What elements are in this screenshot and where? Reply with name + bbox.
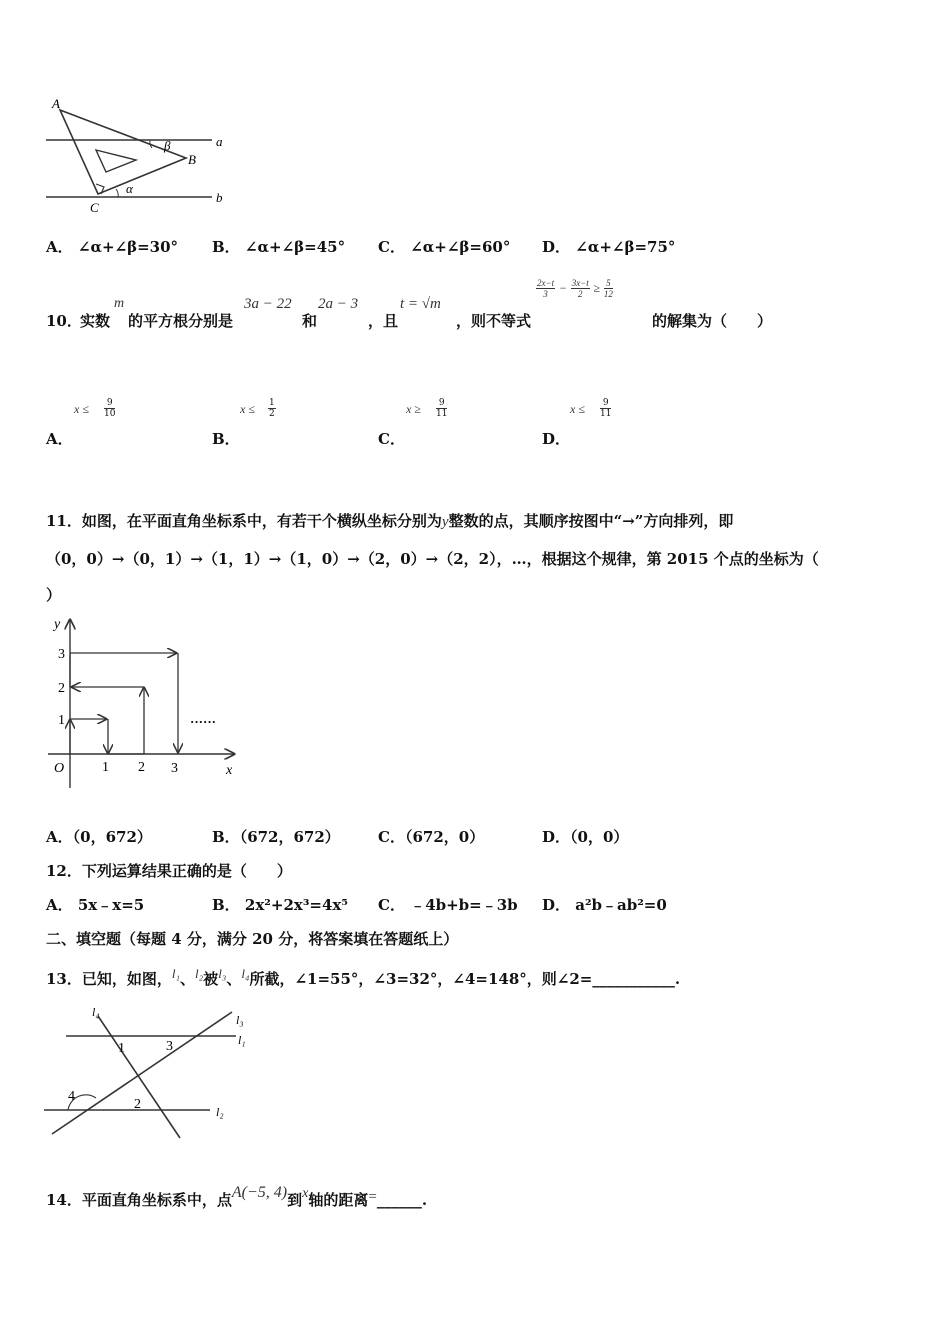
q12-stem: 12．下列运算结果正确的是（ ） — [46, 862, 292, 880]
q12-option-a: A． 5x﹣x=5 — [46, 896, 145, 914]
angle-label-2: 2 — [134, 1097, 141, 1112]
label-l4: l₄ — [92, 1005, 100, 1019]
q10-text-1: 实数 — [80, 312, 111, 330]
label-C: C — [90, 200, 99, 215]
q11-option-a: A．（0，672） — [46, 828, 152, 846]
line-l3 — [52, 1012, 232, 1134]
q9-option-c: C． ∠α+∠β=60° — [378, 238, 511, 256]
angle-label-1: 1 — [118, 1041, 125, 1056]
q13-lines-figure — [40, 1002, 260, 1144]
q10-text-5: ，则不等式 — [456, 312, 532, 330]
alpha-arc — [116, 189, 118, 197]
q10-option-d: x ≤ $\frac{9}{11}$ D． — [542, 398, 612, 448]
tick-x-3: 3 — [171, 761, 178, 776]
q10-text-6: 的解集为（ ） — [652, 312, 773, 330]
q12-option-b: B． 2x²+2x³=4x⁵ — [212, 896, 348, 914]
axis-label-y: y — [54, 617, 61, 632]
q10-text-3: 和 — [302, 312, 318, 330]
label-line-b: b — [216, 190, 223, 205]
angle-label-4: 4 — [68, 1089, 75, 1104]
q11-option-b: B．（672，672） — [212, 828, 340, 846]
q10-option-b: x ≤ $\frac{1}{2}$ B． — [212, 398, 275, 448]
q11-option-d: D．（0，0） — [542, 828, 629, 846]
q9-option-d: D． ∠α+∠β=75° — [542, 238, 676, 256]
q10-option-a: x ≤ $\frac{9}{10}$ A． — [46, 398, 116, 448]
label-l1: l₁ — [238, 1033, 246, 1047]
q11-stem-line-3: ） — [46, 586, 62, 604]
label-B: B — [188, 152, 196, 167]
q12-option-c: C． ﹣4b+b=﹣3b — [378, 896, 518, 914]
label-alpha: α — [126, 181, 133, 196]
axis-label-x: x — [226, 763, 233, 778]
q11-coordinate-figure — [40, 612, 250, 792]
continuation-dots: ······ — [190, 714, 217, 729]
label-l3: l₃ — [236, 1013, 244, 1027]
tick-x-1: 1 — [102, 760, 109, 775]
tick-y-2: 2 — [58, 681, 65, 696]
label-l2: l₂ — [216, 1105, 224, 1119]
q12-option-d: D． a²b﹣ab²=0 — [542, 896, 667, 914]
q9-option-a: A． ∠α+∠β=30° — [46, 238, 179, 256]
q10-inequality: $\frac{2x-t}{3}$ − $\frac{3x-t}{2}$ ≥ $\frac{5}{12}$ — [537, 278, 613, 299]
q10-text-4: ，且 — [368, 312, 399, 330]
line-l4 — [98, 1016, 180, 1138]
q9-triangle-figure — [40, 94, 240, 216]
q10-m: m — [114, 296, 125, 311]
section-2-title: 二、填空题（每题 4 分，满分 20 分，将答案填在答题纸上） — [46, 930, 459, 948]
inner-triangle — [96, 150, 136, 172]
origin-label: O — [54, 761, 65, 776]
label-line-a: a — [216, 134, 223, 149]
q10-text-2: 的平方根分别是 — [128, 312, 234, 330]
tick-y-1: 1 — [58, 713, 65, 728]
q10-option-c: x ≥ $\frac{9}{11}$ C． — [378, 398, 448, 448]
q10-expr-2: 2a − 3 — [318, 296, 359, 312]
tick-x-2: 2 — [138, 760, 145, 775]
label-beta: β — [164, 138, 171, 153]
tick-y-3: 3 — [58, 647, 65, 662]
q13-stem: 13．已知，如图，l₁、l₂被l₃、l₄所截，∠1=55°，∠3=32°，∠4=148°，则∠2=___________. — [46, 966, 681, 988]
q11-option-c: C．（672，0） — [378, 828, 485, 846]
q10-expr-1: 3a − 22 — [244, 296, 292, 312]
q11-stem-line-1: 11．如图，在平面直角坐标系中，有若干个横纵坐标分别为y整数的点，其顺序按图中“→”方向排列，即 — [46, 512, 734, 530]
angle-label-3: 3 — [166, 1039, 173, 1054]
q11-stem-line-2: （0，0）→（0，1）→（1，1）→（1，0）→（2，0）→（2，2），…，根据这个规律，第 2015 个点的坐标为（ — [46, 550, 819, 568]
q9-option-b: B． ∠α+∠β=45° — [212, 238, 346, 256]
label-A: A — [52, 96, 60, 111]
q10-expr-3: t = √m — [400, 296, 441, 312]
q10-number: 10． — [46, 312, 82, 330]
q14-stem: 14．平面直角坐标系中，点A(−5, 4)到x轴的距离=______. — [46, 1184, 428, 1209]
